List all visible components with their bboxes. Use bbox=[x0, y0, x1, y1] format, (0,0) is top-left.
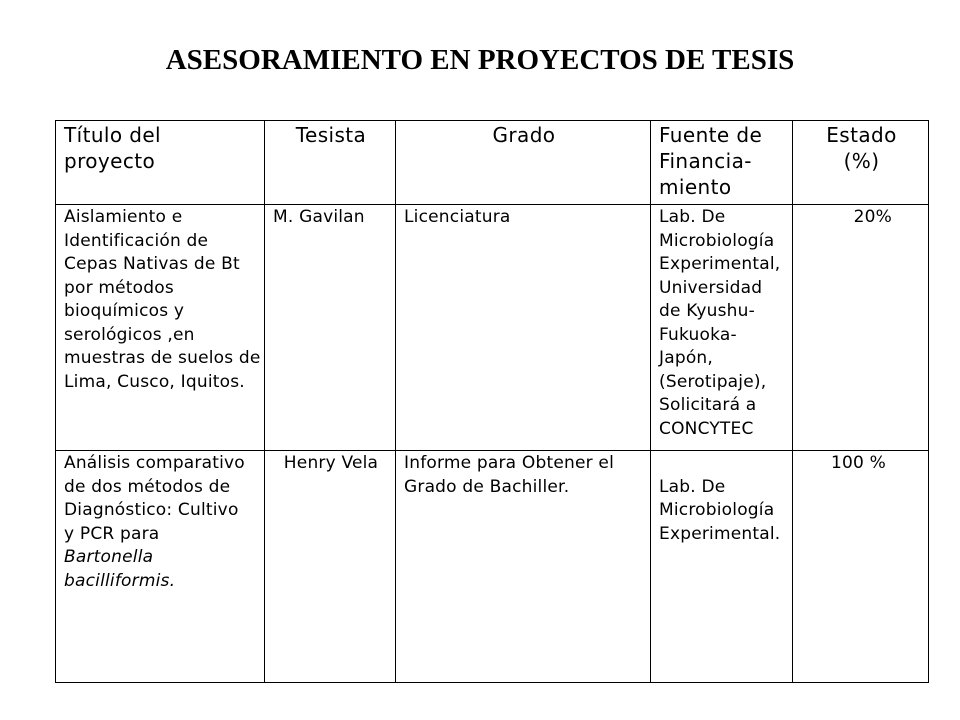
cell-estado bbox=[793, 205, 929, 451]
cell-text-line: Experimental. bbox=[659, 523, 781, 544]
cell-text-line: (Serotipaje), bbox=[659, 371, 767, 392]
cell-text-line: de dos métodos de bbox=[64, 476, 231, 497]
header-fuente-line: Financia- bbox=[659, 149, 752, 173]
cell-text-line: por métodos bbox=[64, 277, 174, 298]
cell-text-line: Japón, bbox=[659, 348, 714, 368]
cell-text-line: Fukuoka- bbox=[659, 324, 737, 345]
cell-text-line: Informe para Obtener el bbox=[404, 453, 615, 473]
cell-text-line: Experimental, bbox=[659, 254, 781, 274]
cell-tesista bbox=[265, 205, 396, 451]
cell-text-line: Análisis comparativo bbox=[64, 453, 245, 473]
header-estado-line: Estado bbox=[826, 123, 897, 147]
cell-text-line: Microbiología bbox=[659, 230, 775, 251]
cell-spacer bbox=[659, 452, 786, 476]
status-percent: 20% bbox=[853, 207, 892, 227]
cell-text-line: Microbiología bbox=[659, 500, 775, 520]
cell-text-line: de Kyushu- bbox=[659, 301, 755, 321]
cell-text-line: muestras de suelos de bbox=[64, 348, 261, 368]
cell-text-line: CONCYTEC bbox=[659, 418, 754, 439]
cell-grado bbox=[396, 451, 651, 683]
cell-text-line: Lab. De bbox=[659, 207, 726, 227]
cell-text-line: bioquímicos y bbox=[64, 301, 185, 321]
header-estado bbox=[793, 121, 929, 205]
cell-text-line: M. Gavilan bbox=[273, 207, 365, 227]
header-tesista bbox=[265, 121, 396, 205]
cell-grado bbox=[396, 205, 651, 451]
page-title: ASESORAMIENTO EN PROYECTOS DE TESIS bbox=[165, 44, 795, 76]
thesis-projects-table bbox=[55, 120, 929, 683]
header-grado bbox=[396, 121, 651, 205]
cell-text-line: Diagnóstico: Cultivo bbox=[64, 500, 239, 520]
cell-fuente bbox=[651, 451, 793, 683]
header-fuente bbox=[651, 121, 793, 205]
header-fuente-line: miento bbox=[659, 175, 732, 199]
table-row bbox=[56, 451, 929, 683]
header-tesista-label: Tesista bbox=[295, 123, 367, 147]
cell-estado bbox=[793, 451, 929, 683]
header-estado-line: (%) bbox=[843, 149, 880, 173]
table-header-row bbox=[56, 121, 929, 205]
cell-text-line: Lab. De bbox=[659, 476, 726, 497]
cell-titulo bbox=[56, 451, 265, 683]
cell-text-line-italic: Bartonella bbox=[64, 547, 154, 567]
cell-titulo bbox=[56, 205, 265, 451]
table-row bbox=[56, 205, 929, 451]
cell-text-line: Aislamiento e bbox=[64, 207, 183, 227]
header-fuente-line: Fuente de bbox=[659, 123, 763, 147]
cell-text-line: Lima, Cusco, Iquitos. bbox=[64, 371, 245, 392]
cell-tesista bbox=[265, 451, 396, 683]
header-titulo-line: Título del bbox=[64, 123, 161, 147]
cell-text-line: Grado de Bachiller. bbox=[404, 476, 570, 497]
cell-text-line: Identificación de bbox=[64, 230, 209, 251]
cell-text-line-italic: bacilliformis. bbox=[64, 570, 176, 591]
cell-text-line: Licenciatura bbox=[404, 207, 511, 227]
cell-text-line: serológicos ,en bbox=[64, 324, 195, 345]
cell-fuente bbox=[651, 205, 793, 451]
cell-text-line: Universidad bbox=[659, 277, 763, 298]
header-grado-label: Grado bbox=[492, 123, 556, 147]
cell-text-line: Henry Vela bbox=[283, 453, 379, 473]
cell-text-line: y PCR para bbox=[64, 523, 160, 544]
header-titulo-line: proyecto bbox=[64, 149, 156, 173]
status-percent: 100 % bbox=[830, 453, 886, 473]
header-titulo bbox=[56, 121, 265, 205]
cell-text-line: Solicitará a bbox=[659, 395, 757, 415]
cell-text-line: Cepas Nativas de Bt bbox=[64, 254, 240, 274]
